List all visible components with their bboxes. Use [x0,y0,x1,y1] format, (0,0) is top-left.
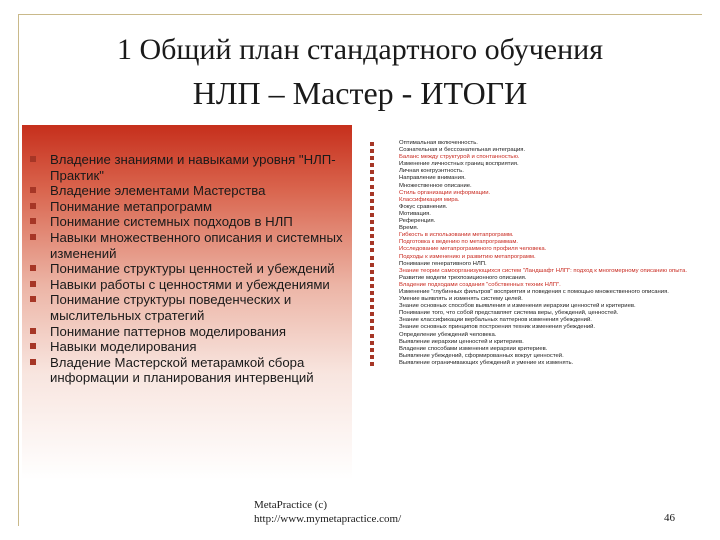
square-bullet-icon [30,359,36,365]
square-bullet-icon [370,248,374,252]
left-list-item: Понимание системных подходов в НЛП [26,214,356,230]
square-bullet-icon [370,277,374,281]
top-border-line [18,14,702,15]
right-list-item: Множественное описание. [368,183,698,190]
square-bullet-icon [370,199,374,203]
square-bullet-icon [30,234,36,240]
left-list-item: Понимание метапрограмм [26,199,356,215]
square-bullet-icon [30,328,36,334]
right-list-item: Направление внимания. [368,175,698,182]
square-bullet-icon [370,192,374,196]
square-bullet-icon [370,142,374,146]
square-bullet-icon [30,281,36,287]
right-list-item: Время. [368,225,698,232]
square-bullet-icon [370,185,374,189]
square-bullet-icon [370,270,374,274]
footer-credits [254,498,401,526]
right-list-item: Владение способами изменения иерархии критериев. [368,346,698,353]
title-line-2: НЛП – Мастер - ИТОГИ [192,75,528,111]
square-bullet-icon [370,170,374,174]
right-list-item: Исследование метапрограммного профиля человека. [368,246,698,253]
right-list-item: Развитие модели трехпозиционного описания. [368,275,698,282]
square-bullet-icon [370,156,374,160]
right-list-item: Гибкость в использовании метапрограмм. [368,232,698,239]
left-list-item: Понимание структуры ценностей и убеждений [26,261,356,277]
right-list-item: Выявление ограничивающих убеждений и умение их изменять. [368,360,698,367]
right-list-item: Классификация мира. [368,197,698,204]
left-list-item: Понимание паттернов моделирования [26,324,356,340]
square-bullet-icon [370,305,374,309]
square-bullet-icon [370,163,374,167]
square-bullet-icon [370,298,374,302]
square-bullet-icon [370,234,374,238]
slide-title [0,30,720,116]
left-list-item: Навыки множественного описания и системных изменений [26,230,356,261]
right-list-item: Понимание генеративного НЛП. [368,261,698,268]
left-list-item: Владение Мастерской метарамкой сбора информации и планирования интервенций [26,355,356,386]
right-list-item: Сознательная и бессознательная интеграция. [368,147,698,154]
square-bullet-icon [370,220,374,224]
right-list-item: Оптимальная включенность. [368,140,698,147]
right-list-item: Изменение "глубинных фильтров" восприятия и поведения с помощью множественного описания. [368,289,698,296]
square-bullet-icon [370,227,374,231]
square-bullet-icon [30,218,36,224]
square-bullet-icon [370,263,374,267]
square-bullet-icon [370,312,374,316]
right-bullet-list [368,140,698,367]
square-bullet-icon [370,213,374,217]
right-list-item: Подготовка к ведению по метапрограммам. [368,239,698,246]
square-bullet-icon [30,343,36,349]
square-bullet-icon [370,284,374,288]
left-bullet-list [26,152,356,386]
right-list-item: Определение убеждений человека. [368,332,698,339]
square-bullet-icon [30,156,36,162]
right-list-item: Стиль организации информации. [368,190,698,197]
right-list-item: Владение подходами создания "собственных техник НЛП". [368,282,698,289]
square-bullet-icon [370,256,374,260]
square-bullet-icon [30,265,36,271]
right-list-item: Изменение личностных границ восприятия. [368,161,698,168]
left-list-item: Навыки моделирования [26,339,356,355]
square-bullet-icon [370,355,374,359]
square-bullet-icon [30,187,36,193]
left-list-item: Владение элементами Мастерства [26,183,356,199]
title-line-1: 1 Общий план стандартного обучения [116,33,604,66]
right-list-item: Знание основных способов выявления и изменения иерархии ценностей и критериев. [368,303,698,310]
right-list-item: Подходы к изменению и развитию метапрограмм. [368,254,698,261]
left-list-item: Владение знаниями и навыками уровня "НЛП-Практик" [26,152,356,183]
square-bullet-icon [370,341,374,345]
square-bullet-icon [370,326,374,330]
left-list-item: Навыки работы с ценностями и убеждениями [26,277,356,293]
square-bullet-icon [30,296,36,302]
square-bullet-icon [370,348,374,352]
right-list-item: Выявление иерархии ценностей и критериев. [368,339,698,346]
right-list-item: Знание классификации вербальных паттернов изменения убеждений. [368,317,698,324]
footer-url: http://www.mymetapractice.com/ [254,513,402,525]
square-bullet-icon [370,206,374,210]
right-list-item: Знание основных принципов построения техник изменения убеждений. [368,324,698,331]
square-bullet-icon [370,319,374,323]
square-bullet-icon [370,334,374,338]
right-list-item: Выявление убеждений, сформированных вокруг ценностей. [368,353,698,360]
right-list-item: Референция. [368,218,698,225]
square-bullet-icon [370,177,374,181]
square-bullet-icon [370,241,374,245]
footer-copyright: MetaPractice (c) [254,499,327,511]
right-list-item: Знание теории самоорганизующихся систем "Ландшафт НЛП": подход к многомерному описанию опыта. [368,268,698,275]
right-list-item: Фокус сравнения. [368,204,698,211]
right-list-item: Мотивация. [368,211,698,218]
right-list-item: Умение выявлять и изменять систему целей. [368,296,698,303]
square-bullet-icon [370,291,374,295]
right-list-item: Личная конгруэнтность. [368,168,698,175]
right-list-item: Баланс между структурой и спонтанностью. [368,154,698,161]
left-list-item: Понимание структуры поведенческих и мыслительных стратегий [26,292,356,323]
page-number: 46 [664,512,675,524]
square-bullet-icon [30,203,36,209]
square-bullet-icon [370,149,374,153]
square-bullet-icon [370,362,374,366]
right-list-item: Понимание того, что собой представляет система веры, убеждений, ценностей. [368,310,698,317]
